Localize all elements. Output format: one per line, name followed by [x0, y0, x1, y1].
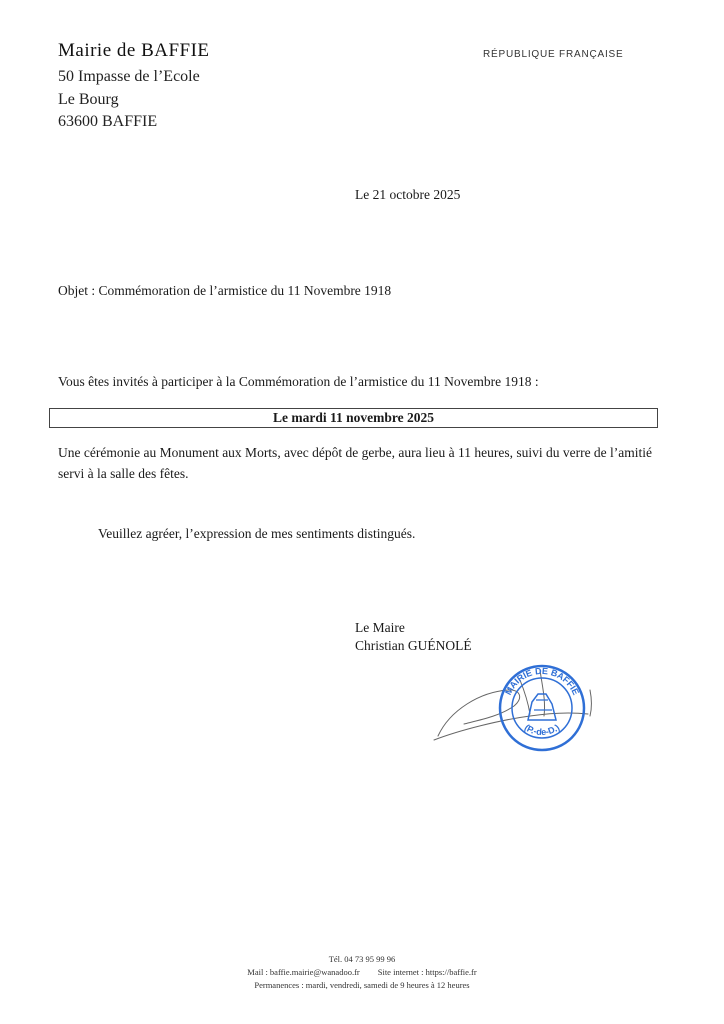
signatory-name: Christian GUÉNOLÉ: [355, 638, 472, 653]
sender-address-line3: 63600 BAFFIE: [58, 113, 158, 130]
sender-address-line2: Le Bourg: [58, 91, 119, 108]
footer-phone: Tél. 04 73 95 99 96: [328, 954, 396, 964]
town-stamp: [500, 666, 584, 750]
signatory-title: Le Maire: [355, 620, 405, 635]
footer-mail: Mail : baffie.mairie@wanadoo.fr: [247, 967, 360, 977]
republic-label: RÉPUBLIQUE FRANÇAISE: [483, 49, 624, 60]
letter-intro: Vous êtes invités à participer à la Commémoration de l’armistice du 11 Novembre 1918 :: [58, 374, 539, 389]
closing-formula: Veuillez agréer, l’expression de mes sentiments distingués.: [98, 526, 416, 541]
footer-contact: [0, 967, 724, 977]
ceremony-paragraph: Une cérémonie au Monument aux Morts, avec dépôt de gerbe, aura lieu à 11 heures, suivi du verre de l’amitié servi à la salle des fêtes.: [58, 445, 653, 481]
sender-name: Mairie de BAFFIE: [58, 40, 210, 61]
footer-website: Site internet : https://baffie.fr: [377, 967, 477, 977]
letter-date: Le 21 octobre 2025: [355, 187, 461, 202]
stamp-text-bottom: (P.-de-D.): [522, 722, 562, 738]
letter-subject: Objet : Commémoration de l’armistice du 11 Novembre 1918: [58, 283, 392, 298]
footer-hours: Permanences : mardi, vendredi, samedi de 9 heures à 12 heures: [254, 980, 470, 990]
sender-address-line1: 50 Impasse de l’Ecole: [58, 68, 200, 85]
signature-and-stamp: [420, 650, 630, 770]
event-date-box: [49, 408, 658, 428]
event-date: Le mardi 11 novembre 2025: [273, 410, 434, 425]
stamp-text-top: MAIRIE DE BAFFIE: [502, 665, 582, 697]
